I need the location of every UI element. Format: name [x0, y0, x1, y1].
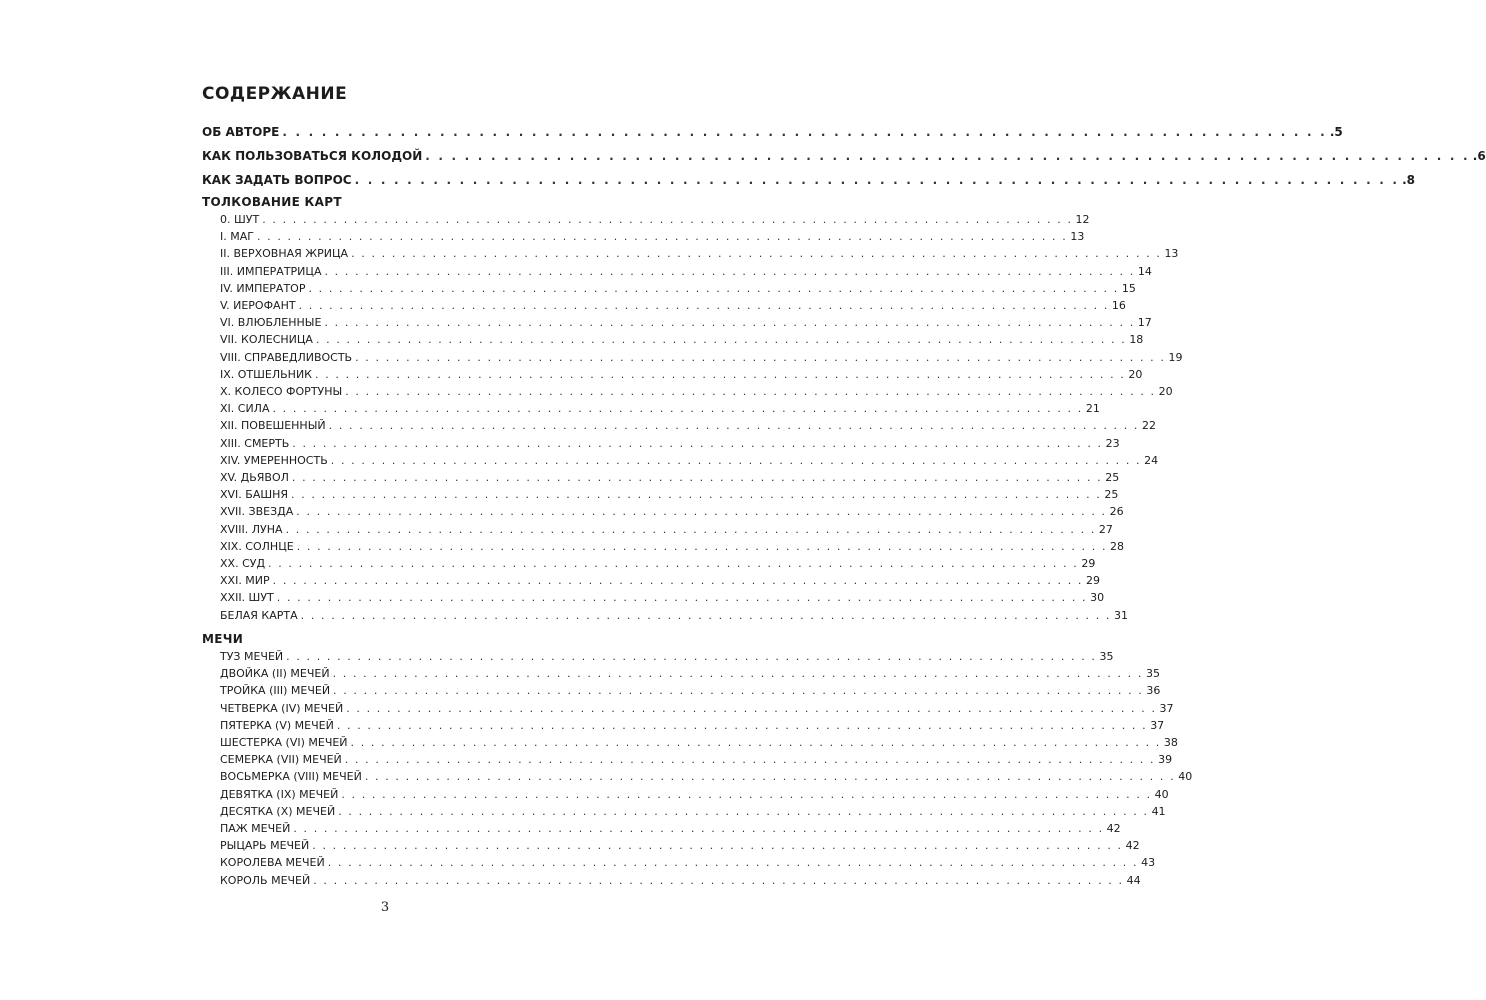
page-number: 3 — [380, 900, 390, 915]
toc-entry-label: КАК ПОЛЬЗОВАТЬСЯ КОЛОДОЙ — [202, 149, 423, 163]
dot-leader: . . . . . . . . . . . . . . . . . . . . . . . . . . . . . . . . . . . . . . . . . . . . . . . . . . . . . . . . . . . . . . . . . . . . . . . . . . . . . . . . — [286, 650, 1097, 663]
toc-entry — [220, 263, 1152, 280]
toc-entry-page: 21 — [1085, 402, 1100, 415]
dot-leader: . . . . . . . . . . . . . . . . . . . . . . . . . . . . . . . . . . . . . . . . . . . . . . . . . . . . . . . . . . . . . . . . . . . . . . . . . . . . . . . . — [256, 230, 1068, 243]
dot-leader: . . . . . . . . . . . . . . . . . . . . . . . . . . . . . . . . . . . . . . . . . . . . . . . . . . . . . . . . . . . . . . . . . . . . . . . . . . . . . . . . — [315, 368, 1126, 381]
toc-entry-page: 30 — [1090, 591, 1105, 604]
toc-entry-page: 15 — [1121, 282, 1136, 295]
toc-entry — [220, 469, 1120, 486]
toc-entry — [220, 872, 1141, 889]
toc-entry-page: .6 — [1472, 149, 1486, 163]
toc-entry-label: ПАЖ МЕЧЕЙ — [220, 822, 291, 835]
toc-entry — [220, 349, 1183, 366]
dot-leader: . . . . . . . . . . . . . . . . . . . . . . . . . . . . . . . . . . . . . . . . . . . . . . . . . . . . . . . . . . . . . . . . . . . . . . . . . . . . . . . . — [300, 609, 1112, 622]
toc-entry-page: 23 — [1105, 437, 1120, 450]
toc-entry-page: 17 — [1137, 316, 1152, 329]
toc-entry — [220, 572, 1101, 589]
toc-entry-page: 28 — [1110, 540, 1125, 553]
toc-entry-page: 18 — [1129, 333, 1144, 346]
toc-top-entry — [202, 147, 1486, 165]
toc-entry-page: 13 — [1070, 230, 1085, 243]
toc-entry — [220, 803, 1166, 820]
toc-entry-label: V. ИЕРОФАНТ — [220, 299, 296, 312]
toc-entry-page: 40 — [1154, 788, 1169, 801]
dot-leader: . . . . . . . . . . . . . . . . . . . . . . . . . . . . . . . . . . . . . . . . . . . . . . . . . . . . . . . . . . . . . . . . . . . . . . . . . . . . . . . . — [346, 702, 1157, 715]
toc-entry — [220, 555, 1096, 572]
page-title: СОДЕРЖАНИЕ — [202, 84, 348, 104]
dot-leader: . . . . . . . . . . . . . . . . . . . . . . . . . . . . . . . . . . . . . . . . . . . . . . . . . . . . . . . . . . . . . . . . . . . . . . . . . . . . . . . . — [272, 402, 1083, 415]
toc-entry — [220, 768, 1193, 785]
toc-entry-page: 22 — [1142, 419, 1156, 432]
dot-leader: . . . . . . . . . . . . . . . . . . . . . . . . . . . . . . . . . . . . . . . . . . . . . . . . . . . . . . . . . . . . . . . . . . . . . . . . . . . . . . . . — [354, 173, 1400, 187]
toc-entry — [220, 837, 1140, 854]
dot-leader: . . . . . . . . . . . . . . . . . . . . . . . . . . . . . . . . . . . . . . . . . . . . . . . . . . . . . . . . . . . . . . . . . . . . . . . . . . . . . . . . — [332, 667, 1143, 680]
toc-entry-label: XI. СИЛА — [220, 402, 270, 415]
toc-entry — [220, 331, 1144, 348]
toc-entry — [220, 383, 1173, 400]
dot-leader: . . . . . . . . . . . . . . . . . . . . . . . . . . . . . . . . . . . . . . . . . . . . . . . . . . . . . . . . . . . . . . . . . . . . . . . . . . . . . . . . — [345, 385, 1156, 398]
toc-entry-page: 43 — [1141, 856, 1156, 869]
toc-entry-label: СЕМЕРКА (VII) МЕЧЕЙ — [220, 753, 342, 766]
toc-entry-page: .8 — [1402, 173, 1416, 187]
dot-leader: . . . . . . . . . . . . . . . . . . . . . . . . . . . . . . . . . . . . . . . . . . . . . . . . . . . . . . . . . . . . . . . . . . . . . . . . . . . . . . . . — [355, 351, 1166, 364]
toc-entry-label: ОБ АВТОРЕ — [202, 125, 280, 139]
toc-entry-label: ЧЕТВЕРКА (IV) МЕЧЕЙ — [220, 702, 344, 715]
dot-leader: . . . . . . . . . . . . . . . . . . . . . . . . . . . . . . . . . . . . . . . . . . . . . . . . . . . . . . . . . . . . . . . . . . . . . . . . . . . . . . . . — [292, 437, 1103, 450]
toc-top-entry — [202, 123, 1343, 141]
toc-entry-page: 37 — [1159, 702, 1174, 715]
toc-entry — [220, 228, 1085, 245]
dot-leader: . . . . . . . . . . . . . . . . . . . . . . . . . . . . . . . . . . . . . . . . . . . . . . . . . . . . . . . . . . . . . . . . . . . . . . . . . . . . . . . . — [282, 125, 1327, 139]
toc-entry-page: 26 — [1109, 505, 1124, 518]
toc-entry-page: 35 — [1099, 650, 1114, 663]
toc-entry-label: РЫЦАРЬ МЕЧЕЙ — [220, 839, 310, 852]
toc-entry-label: КАК ЗАДАТЬ ВОПРОС — [202, 173, 352, 187]
toc-entry — [220, 297, 1126, 314]
toc-entry — [220, 538, 1125, 555]
toc-entry-label: XX. СУД — [220, 557, 266, 570]
toc-entry — [220, 751, 1173, 768]
toc-entry-page: .5 — [1329, 125, 1343, 139]
dot-leader: . . . . . . . . . . . . . . . . . . . . . . . . . . . . . . . . . . . . . . . . . . . . . . . . . . . . . . . . . . . . . . . . . . . . . . . . . . . . . . . . — [327, 856, 1139, 869]
toc-entry-page: 31 — [1114, 609, 1129, 622]
toc-entry-label: XVIII. ЛУНА — [220, 523, 283, 536]
dot-leader: . . . . . . . . . . . . . . . . . . . . . . . . . . . . . . . . . . . . . . . . . . . . . . . . . . . . . . . . . . . . . . . . . . . . . . . . . . . . . . . . — [296, 540, 1108, 553]
toc-entry-page: 38 — [1163, 736, 1178, 749]
toc-entry-label: КОРОЛЕВА МЕЧЕЙ — [220, 856, 325, 869]
toc-entry-label: IV. ИМПЕРАТОР — [220, 282, 306, 295]
toc-entry — [220, 734, 1178, 751]
toc-entry-page: 25 — [1105, 471, 1120, 484]
dot-leader: . . . . . . . . . . . . . . . . . . . . . . . . . . . . . . . . . . . . . . . . . . . . . . . . . . . . . . . . . . . . . . . . . . . . . . . . . . . . . . . . — [312, 839, 1123, 852]
toc-entry — [220, 503, 1124, 520]
toc-entry — [220, 607, 1129, 624]
toc-entry-label: XXII. ШУТ — [220, 591, 274, 604]
toc-entry-label: XIX. СОЛНЦЕ — [220, 540, 294, 553]
toc-entry-label: VII. КОЛЕСНИЦА — [220, 333, 313, 346]
toc-entry-page: 42 — [1106, 822, 1121, 835]
dot-leader: . . . . . . . . . . . . . . . . . . . . . . . . . . . . . . . . . . . . . . . . . . . . . . . . . . . . . . . . . . . . . . . . . . . . . . . . . . . . . . . . — [333, 684, 1144, 697]
dot-leader: . . . . . . . . . . . . . . . . . . . . . . . . . . . . . . . . . . . . . . . . . . . . . . . . . . . . . . . . . . . . . . . . . . . . . . . . . . . . . . . . — [262, 213, 1073, 226]
toc-entry-page: 14 — [1137, 265, 1152, 278]
toc-entry-label: I. МАГ — [220, 230, 254, 243]
toc-entry-page: 36 — [1146, 684, 1161, 697]
toc-entry — [220, 245, 1179, 262]
toc-entry-label: ДВОЙКА (II) МЕЧЕЙ — [220, 667, 330, 680]
toc-entry-page: 29 — [1081, 557, 1096, 570]
toc-entry-page: 41 — [1151, 805, 1166, 818]
toc-entry-label: БЕЛАЯ КАРТА — [220, 609, 298, 622]
toc-entry-label: ШЕСТЕРКА (VI) МЕЧЕЙ — [220, 736, 348, 749]
dot-leader: . . . . . . . . . . . . . . . . . . . . . . . . . . . . . . . . . . . . . . . . . . . . . . . . . . . . . . . . . . . . . . . . . . . . . . . . . . . . . . . . — [308, 282, 1119, 295]
dot-leader: . . . . . . . . . . . . . . . . . . . . . . . . . . . . . . . . . . . . . . . . . . . . . . . . . . . . . . . . . . . . . . . . . . . . . . . . . . . . . . . . — [364, 770, 1176, 783]
toc-entry-label: ДЕВЯТКА (IX) МЕЧЕЙ — [220, 788, 339, 801]
toc-entry-label: ТРОЙКА (III) МЕЧЕЙ — [220, 684, 331, 697]
toc-entry-label: КОРОЛЬ МЕЧЕЙ — [220, 874, 311, 887]
toc-entry-label: ПЯТЕРКА (V) МЕЧЕЙ — [220, 719, 334, 732]
dot-leader: . . . . . . . . . . . . . . . . . . . . . . . . . . . . . . . . . . . . . . . . . . . . . . . . . . . . . . . . . . . . . . . . . . . . . . . . . . . . . . . . — [276, 591, 1088, 604]
dot-leader: . . . . . . . . . . . . . . . . . . . . . . . . . . . . . . . . . . . . . . . . . . . . . . . . . . . . . . . . . . . . . . . . . . . . . . . . . . . . . . . . — [351, 247, 1162, 260]
toc-entry-page: 24 — [1144, 454, 1159, 467]
dot-leader: . . . . . . . . . . . . . . . . . . . . . . . . . . . . . . . . . . . . . . . . . . . . . . . . . . . . . . . . . . . . . . . . . . . . . . . . . . . . . . . . — [324, 265, 1135, 278]
section-heading: ТОЛКОВАНИЕ КАРТ — [202, 195, 342, 209]
dot-leader: . . . . . . . . . . . . . . . . . . . . . . . . . . . . . . . . . . . . . . . . . . . . . . . . . . . . . . . . . . . . . . . . . . . . . . . . . . . . . . . . — [328, 419, 1139, 432]
toc-entry-page: 16 — [1111, 299, 1126, 312]
toc-entry-page: 25 — [1104, 488, 1119, 501]
toc-entry — [220, 854, 1156, 871]
toc-entry-page: 44 — [1126, 874, 1141, 887]
dot-leader: . . . . . . . . . . . . . . . . . . . . . . . . . . . . . . . . . . . . . . . . . . . . . . . . . . . . . . . . . . . . . . . . . . . . . . . . . . . . . . . . — [324, 316, 1135, 329]
toc-entry — [220, 589, 1105, 606]
dot-leader: . . . . . . . . . . . . . . . . . . . . . . . . . . . . . . . . . . . . . . . . . . . . . . . . . . . . . . . . . . . . . . . . . . . . . . . . . . . . . . . . — [293, 822, 1104, 835]
toc-entry-label: IX. ОТШЕЛЬНИК — [220, 368, 312, 381]
toc-entry-label: XIV. УМЕРЕННОСТЬ — [220, 454, 328, 467]
dot-leader: . . . . . . . . . . . . . . . . . . . . . . . . . . . . . . . . . . . . . . . . . . . . . . . . . . . . . . . . . . . . . . . . . . . . . . . . . . . . . . . . — [344, 753, 1156, 766]
dot-leader: . . . . . . . . . . . . . . . . . . . . . . . . . . . . . . . . . . . . . . . . . . . . . . . . . . . . . . . . . . . . . . . . . . . . . . . . . . . . . . . . — [268, 557, 1079, 570]
toc-entry-page: 27 — [1098, 523, 1113, 536]
toc-entry-page: 35 — [1145, 667, 1160, 680]
toc-entry-label: XVI. БАШНЯ — [220, 488, 289, 501]
toc-entry-label: 0. ШУТ — [220, 213, 260, 226]
toc-entry — [220, 211, 1090, 228]
section-heading: МЕЧИ — [202, 632, 244, 646]
toc-entry-label: XV. ДЬЯВОЛ — [220, 471, 289, 484]
toc-entry — [220, 417, 1156, 434]
toc-entry — [220, 366, 1143, 383]
dot-leader: . . . . . . . . . . . . . . . . . . . . . . . . . . . . . . . . . . . . . . . . . . . . . . . . . . . . . . . . . . . . . . . . . . . . . . . . . . . . . . . . — [425, 149, 1470, 163]
dot-leader: . . . . . . . . . . . . . . . . . . . . . . . . . . . . . . . . . . . . . . . . . . . . . . . . . . . . . . . . . . . . . . . . . . . . . . . . . . . . . . . . — [298, 299, 1109, 312]
dot-leader: . . . . . . . . . . . . . . . . . . . . . . . . . . . . . . . . . . . . . . . . . . . . . . . . . . . . . . . . . . . . . . . . . . . . . . . . . . . . . . . . — [338, 805, 1149, 818]
toc-entry — [220, 435, 1120, 452]
dot-leader: . . . . . . . . . . . . . . . . . . . . . . . . . . . . . . . . . . . . . . . . . . . . . . . . . . . . . . . . . . . . . . . . . . . . . . . . . . . . . . . . — [315, 333, 1127, 346]
toc-entry-label: XVII. ЗВЕЗДА — [220, 505, 294, 518]
toc-entry — [220, 786, 1169, 803]
toc-entry-page: 20 — [1158, 385, 1173, 398]
toc-entry-page: 39 — [1158, 753, 1173, 766]
toc-top-entry — [202, 171, 1416, 189]
toc-entry — [220, 682, 1161, 699]
toc-entry — [220, 820, 1121, 837]
toc-entry-label: VIII. СПРАВЕДЛИВОСТЬ — [220, 351, 353, 364]
toc-entry-label: XXI. МИР — [220, 574, 270, 587]
toc-entry-label: X. КОЛЕСО ФОРТУНЫ — [220, 385, 343, 398]
toc-entry-page: 13 — [1164, 247, 1179, 260]
toc-entry — [220, 452, 1159, 469]
toc-entry-page: 29 — [1086, 574, 1101, 587]
toc-entry — [220, 280, 1136, 297]
toc-entry-label: XII. ПОВЕШЕННЫЙ — [220, 419, 326, 432]
dot-leader: . . . . . . . . . . . . . . . . . . . . . . . . . . . . . . . . . . . . . . . . . . . . . . . . . . . . . . . . . . . . . . . . . . . . . . . . . . . . . . . . — [291, 471, 1103, 484]
toc-entry-page: 20 — [1128, 368, 1143, 381]
dot-leader: . . . . . . . . . . . . . . . . . . . . . . . . . . . . . . . . . . . . . . . . . . . . . . . . . . . . . . . . . . . . . . . . . . . . . . . . . . . . . . . . — [272, 574, 1084, 587]
toc-entry-label: ТУЗ МЕЧЕЙ — [220, 650, 284, 663]
toc-entry-label: II. ВЕРХОВНАЯ ЖРИЦА — [220, 247, 349, 260]
toc-entry-page: 40 — [1178, 770, 1193, 783]
toc-entry — [220, 717, 1165, 734]
dot-leader: . . . . . . . . . . . . . . . . . . . . . . . . . . . . . . . . . . . . . . . . . . . . . . . . . . . . . . . . . . . . . . . . . . . . . . . . . . . . . . . . — [350, 736, 1161, 749]
toc-entry-label: XIII. СМЕРТЬ — [220, 437, 290, 450]
dot-leader: . . . . . . . . . . . . . . . . . . . . . . . . . . . . . . . . . . . . . . . . . . . . . . . . . . . . . . . . . . . . . . . . . . . . . . . . . . . . . . . . — [296, 505, 1107, 518]
toc-entry-page: 19 — [1168, 351, 1183, 364]
toc-entry-page: 12 — [1075, 213, 1090, 226]
dot-leader: . . . . . . . . . . . . . . . . . . . . . . . . . . . . . . . . . . . . . . . . . . . . . . . . . . . . . . . . . . . . . . . . . . . . . . . . . . . . . . . . — [341, 788, 1152, 801]
dot-leader: . . . . . . . . . . . . . . . . . . . . . . . . . . . . . . . . . . . . . . . . . . . . . . . . . . . . . . . . . . . . . . . . . . . . . . . . . . . . . . . . — [285, 523, 1096, 536]
toc-entry-label: VI. ВЛЮБЛЕННЫЕ — [220, 316, 322, 329]
toc-entry-label: ВОСЬМЕРКА (VIII) МЕЧЕЙ — [220, 770, 362, 783]
toc-entry-page: 37 — [1150, 719, 1165, 732]
toc-entry-label: ДЕСЯТКА (X) МЕЧЕЙ — [220, 805, 336, 818]
toc-entry — [220, 486, 1119, 503]
dot-leader: . . . . . . . . . . . . . . . . . . . . . . . . . . . . . . . . . . . . . . . . . . . . . . . . . . . . . . . . . . . . . . . . . . . . . . . . . . . . . . . . — [313, 874, 1124, 887]
toc-entry — [220, 700, 1174, 717]
dot-leader: . . . . . . . . . . . . . . . . . . . . . . . . . . . . . . . . . . . . . . . . . . . . . . . . . . . . . . . . . . . . . . . . . . . . . . . . . . . . . . . . — [336, 719, 1148, 732]
toc-entry — [220, 521, 1113, 538]
toc-entry-label: III. ИМПЕРАТРИЦА — [220, 265, 322, 278]
dot-leader: . . . . . . . . . . . . . . . . . . . . . . . . . . . . . . . . . . . . . . . . . . . . . . . . . . . . . . . . . . . . . . . . . . . . . . . . . . . . . . . . — [330, 454, 1142, 467]
toc-entry — [220, 665, 1160, 682]
toc-entry — [220, 400, 1100, 417]
toc-entry — [220, 314, 1152, 331]
toc-entry — [220, 648, 1114, 665]
dot-leader: . . . . . . . . . . . . . . . . . . . . . . . . . . . . . . . . . . . . . . . . . . . . . . . . . . . . . . . . . . . . . . . . . . . . . . . . . . . . . . . . — [291, 488, 1102, 501]
toc-entry-page: 42 — [1125, 839, 1140, 852]
